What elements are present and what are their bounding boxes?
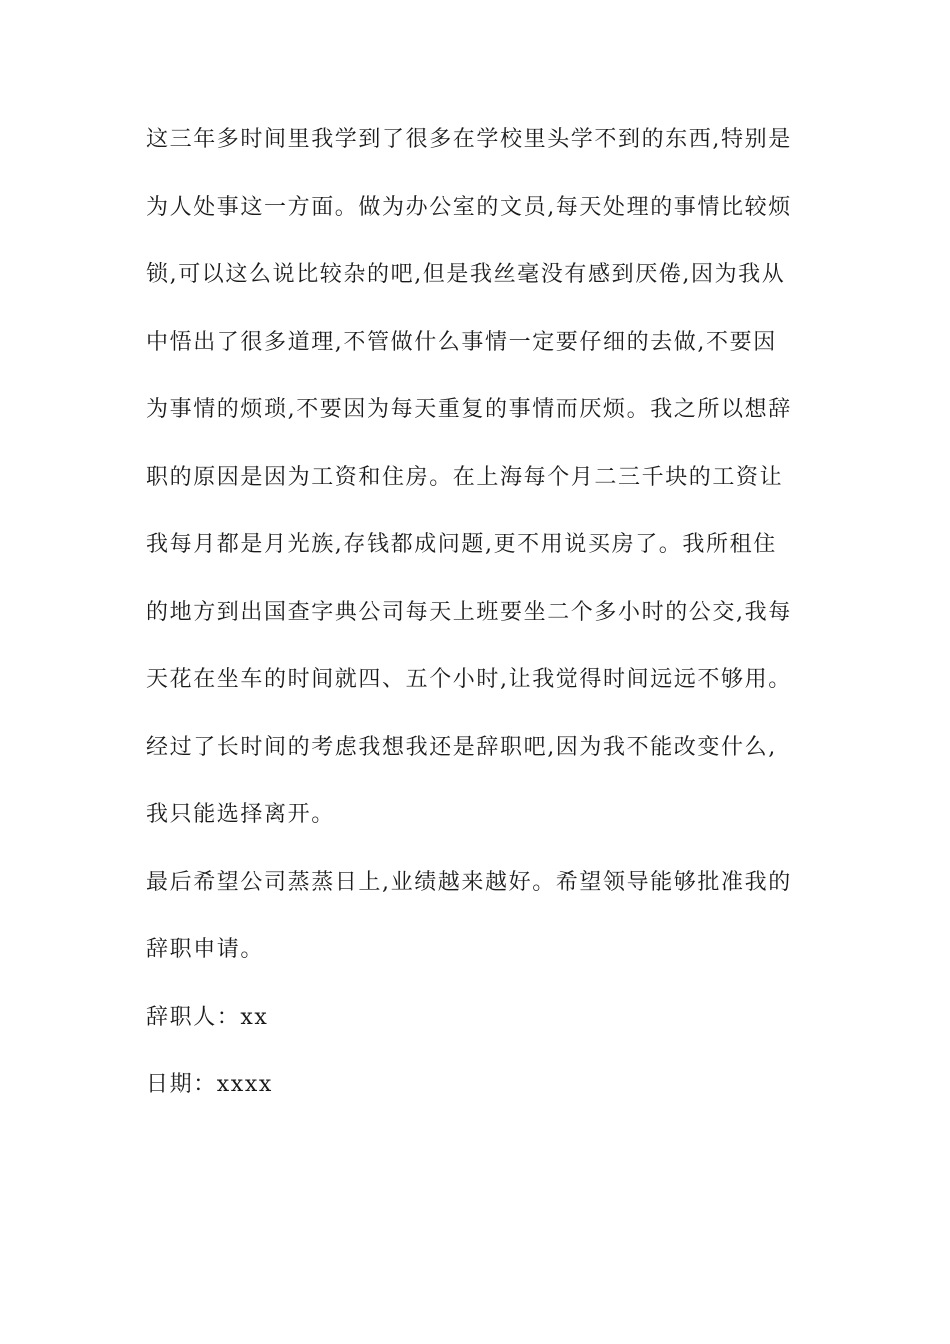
text-line-5: 为事情的烦琐,不要因为每天重复的事情而厌烦。我之所以想辞	[146, 397, 792, 422]
text-line-10: 经过了长时间的考虑我想我还是辞职吧,因为我不能改变什么,	[146, 734, 777, 760]
text-line-2: 为人处事这一方面。做为办公室的文员,每天处理的事情比较烦	[146, 194, 792, 220]
text-line-4: 中悟出了很多道理,不管做什么事情一定要仔细的去做,不要因	[146, 329, 777, 355]
text-line-13: 辞职申请。	[146, 937, 265, 962]
text-line-7: 我每月都是月光族,存钱都成问题,更不用说买房了。我所租住	[146, 532, 777, 557]
letter-body	[146, 129, 826, 1142]
text-line-11: 我只能选择离开。	[146, 802, 335, 827]
text-line-1: 这三年多时间里我学到了很多在学校里头学不到的东西,特别是	[146, 127, 792, 152]
text-line-9: 天花在坐车的时间就四、五个小时,让我觉得时间远远不够用。	[146, 667, 792, 692]
signature-line: 辞职人：xx	[146, 1004, 269, 1030]
text-line-3: 锁,可以这么说比较杂的吧,但是我丝毫没有感到厌倦,因为我从	[146, 262, 786, 287]
text-line-6: 职的原因是因为工资和住房。在上海每个月二三千块的工资让	[146, 464, 784, 490]
text-line-12: 最后希望公司蒸蒸日上,业绩越来越好。希望领导能够批准我的	[146, 869, 792, 895]
text-line-8: 的地方到出国查字典公司每天上班要坐二个多小时的公交,我每	[146, 599, 792, 625]
date-line: 日期：xxxx	[146, 1072, 273, 1097]
